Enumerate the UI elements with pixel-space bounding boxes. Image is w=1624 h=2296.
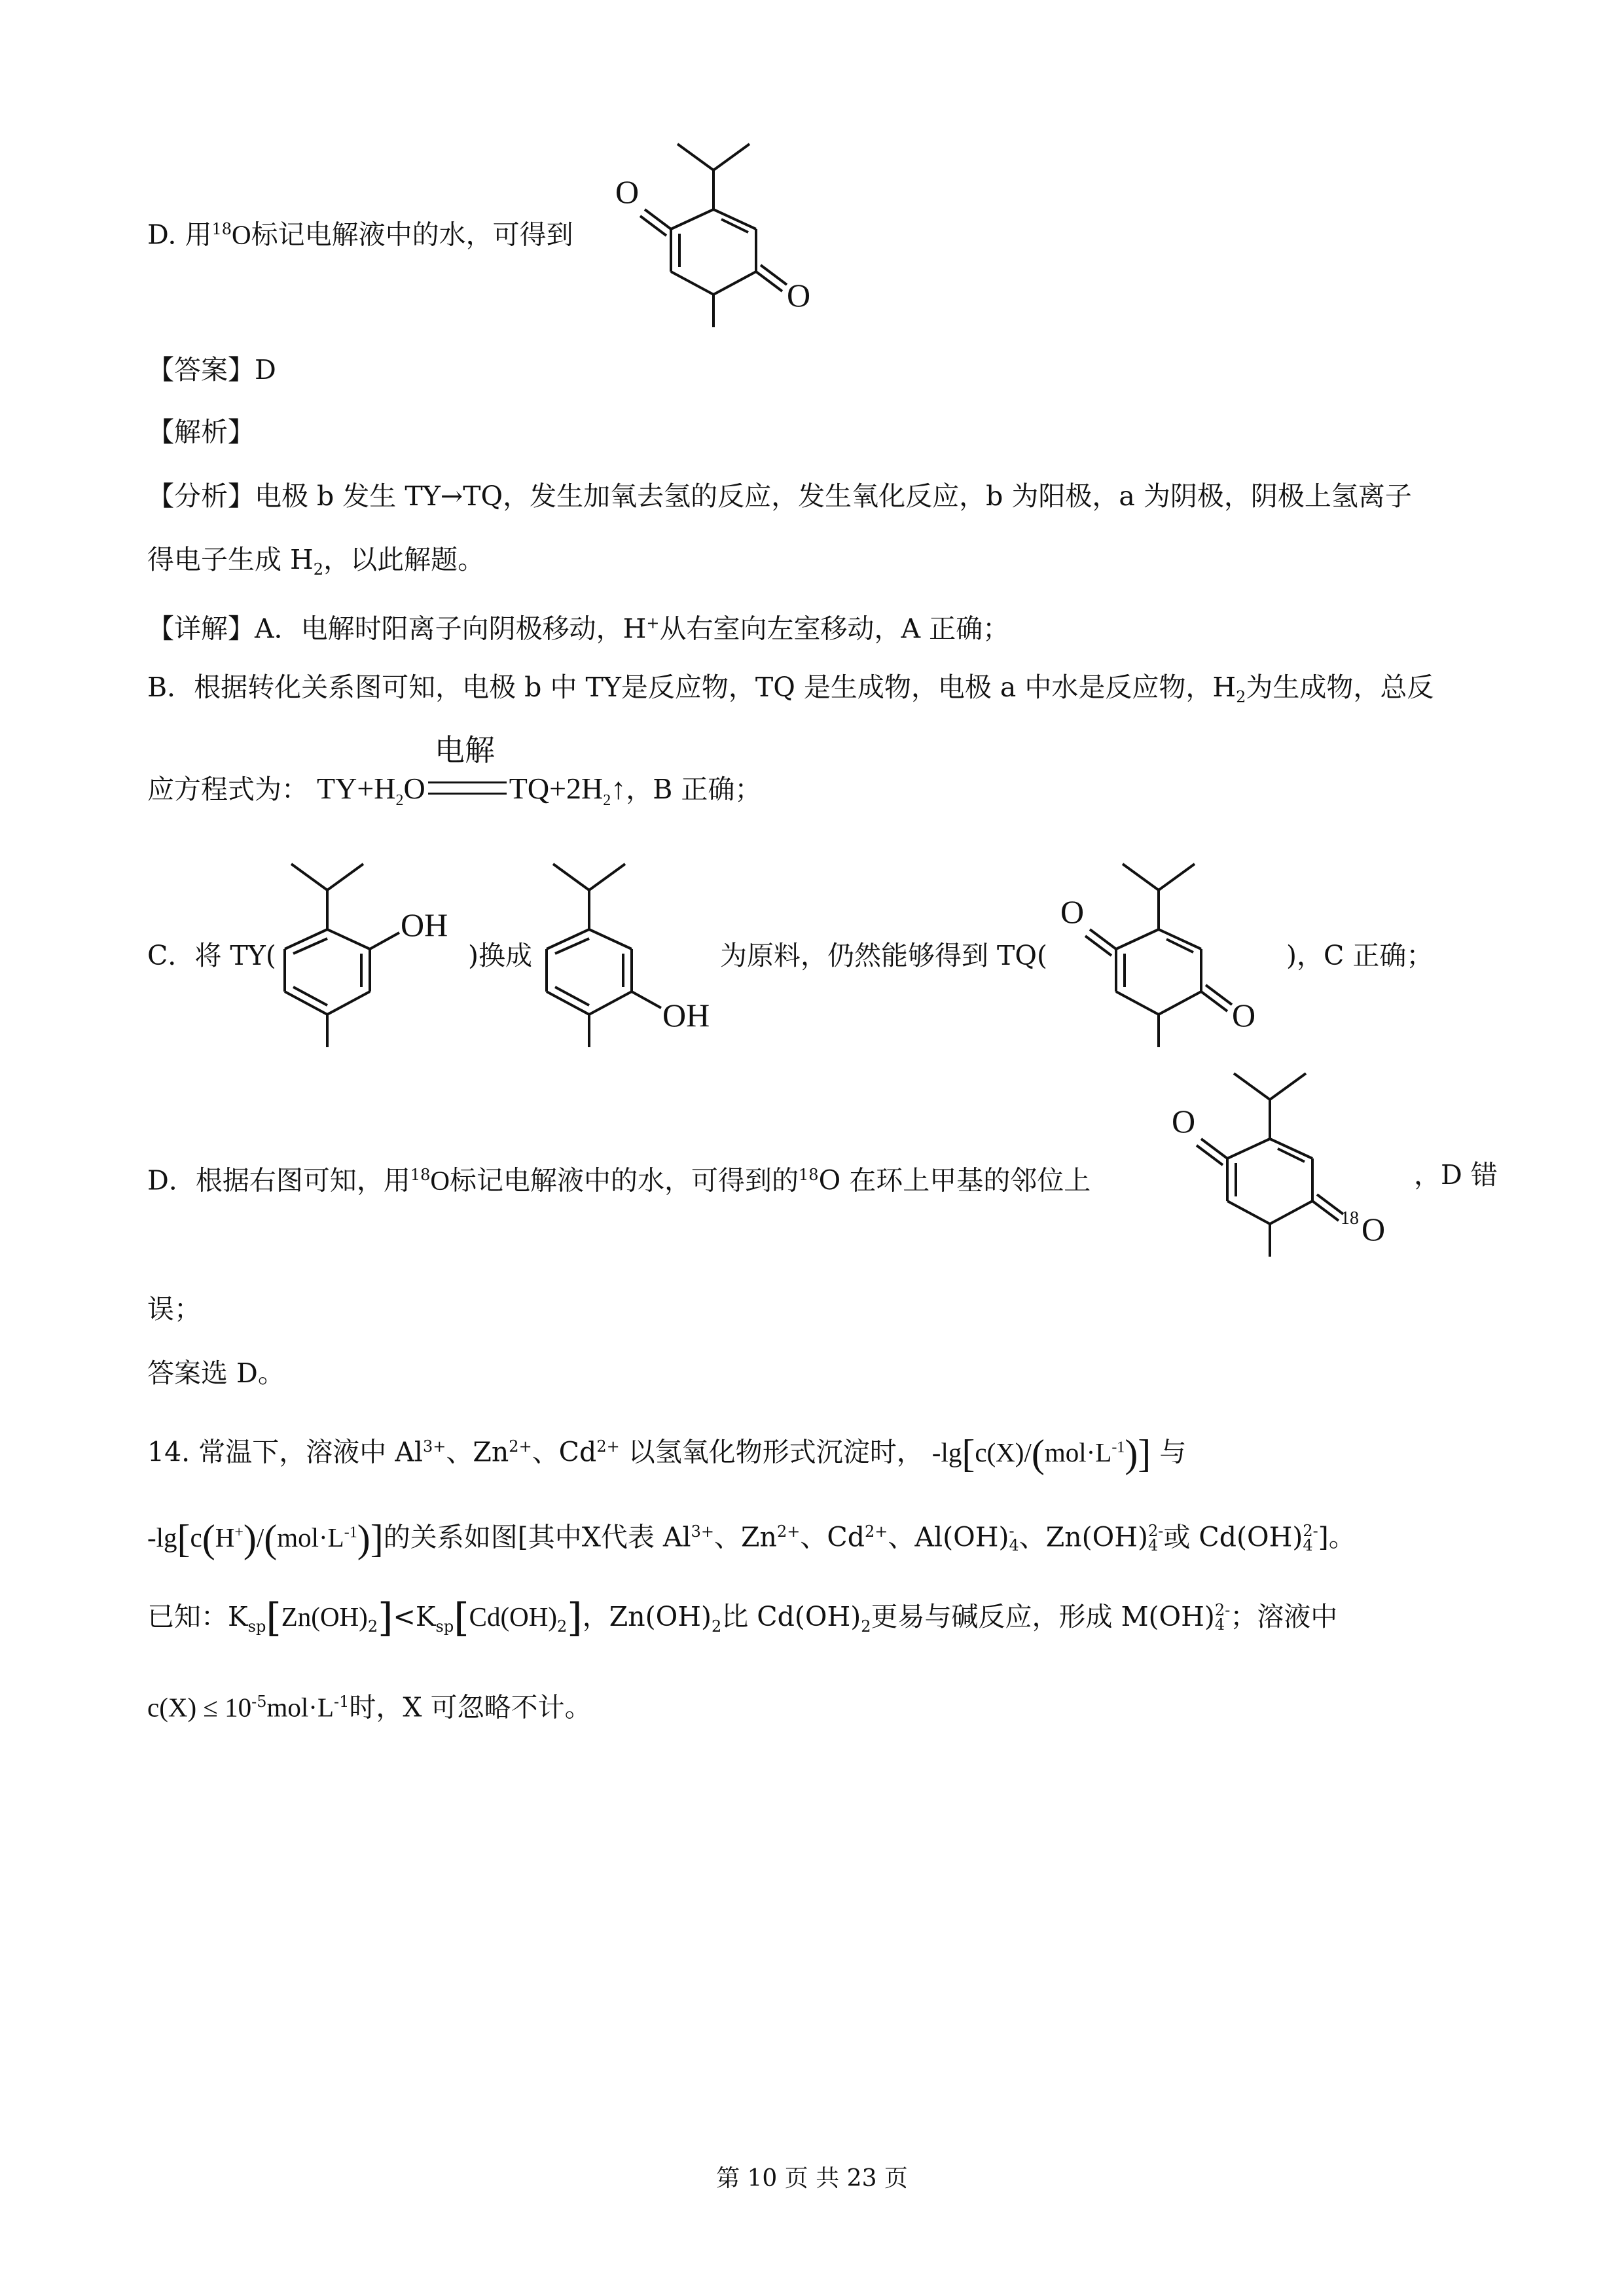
conclusion-line <box>147 1354 285 1393</box>
ty-structure <box>275 851 478 1047</box>
q14-text: 、Cd <box>800 1521 865 1553</box>
detail-d-text: 误； <box>147 1293 201 1325</box>
q14-expression-1: $-\lg[c(X)/(mol\cdot L^{-1})]$ <box>931 1431 1151 1475</box>
detail-c-line-3 <box>720 936 1047 975</box>
divider: / <box>256 1522 264 1552</box>
subscript: 2 <box>395 792 404 810</box>
charge-superscript: 3+ <box>691 1522 715 1541</box>
tq-quinone-svg <box>615 131 851 327</box>
oxygen-symbol: O <box>232 219 251 250</box>
subscript: 4 <box>1214 1615 1225 1634</box>
supsub <box>1303 1521 1318 1554</box>
subscript: sp <box>247 1617 266 1636</box>
subscript: 4 <box>1009 1535 1019 1554</box>
q14-text: 14. 常温下，溶液中 Al <box>147 1436 423 1468</box>
subscript: 4 <box>1148 1535 1159 1554</box>
charge-superscript: 2+ <box>509 1437 532 1456</box>
detail-a-text: 从右室向左室移动，A 正确； <box>659 613 1010 645</box>
detail-c-text: C．将 TY( <box>147 940 276 971</box>
detail-b-text: 应方程式为： <box>147 774 308 805</box>
subscript: 2 <box>367 1617 378 1636</box>
supsub <box>1009 1521 1019 1554</box>
concentration: c <box>190 1522 202 1552</box>
formula: Cd(OH) <box>469 1602 557 1632</box>
charge-superscript: - <box>1009 1521 1015 1540</box>
analysis-heading <box>147 412 255 452</box>
equation-reactant: TY+H <box>317 772 396 805</box>
fenxi-text: ，以此解题。 <box>323 544 485 575</box>
exponent: -1 <box>1111 1439 1125 1456</box>
q14-expression-2: $-\lg[c(H^+)/(mol\cdot L^{-1})]$ <box>147 1516 384 1560</box>
detail-b-line-2 <box>147 734 762 820</box>
option-d-line <box>147 209 573 255</box>
exponent: -1 <box>344 1524 357 1541</box>
q14-text: ；溶液中 <box>1230 1601 1338 1632</box>
option-d-label: D. 用 <box>147 219 212 251</box>
minus-log: -lg <box>147 1522 177 1552</box>
detail-d-text: O 在环上甲基的邻位上 <box>818 1164 1091 1196</box>
equation-reactant: O <box>403 772 425 805</box>
detail-d-text: ，D 错 <box>1414 1159 1498 1191</box>
oxygen-symbol: O <box>430 1165 450 1196</box>
subscript: 2 <box>603 792 611 810</box>
detail-b-text: ，B 正确； <box>626 774 762 805</box>
answer-line <box>147 350 276 389</box>
tq-18o-svg <box>1172 1060 1420 1257</box>
inequality: c(X) ≤ 10 <box>147 1692 252 1723</box>
detail-b-line-1 <box>147 668 1434 717</box>
answer-label: 【答案】D <box>147 354 276 386</box>
q14-text: 或 Cd(OH) <box>1163 1521 1303 1553</box>
detail-a-line <box>147 603 1009 649</box>
carvacrol-svg <box>537 851 733 1047</box>
charge-superscript: 2- <box>1148 1521 1164 1540</box>
o-atom-label: O <box>615 173 640 210</box>
q14-text: 、Zn <box>446 1436 509 1468</box>
detail-b-text: B．根据转化关系图可知，电极 b 中 TY是反应物，TQ 是生成物，电极 a 中水是反应物，H <box>147 672 1236 703</box>
charge-superscript: + <box>646 614 660 632</box>
o18-atom-label: O <box>1362 1211 1386 1247</box>
electrolysis-equation <box>317 734 626 820</box>
subscript: 2 <box>861 1617 871 1636</box>
q14-text: 的关系如图[其中X代表 Al <box>383 1521 691 1553</box>
detail-c-text: )，C 正确； <box>1286 940 1434 971</box>
q14-text: 比 Cd(OH) <box>721 1601 861 1632</box>
q14-line-4 <box>147 1682 592 1727</box>
tq-18o-structure <box>1172 1060 1420 1257</box>
detail-c-text: )换成 <box>468 940 532 971</box>
subscript: 2 <box>711 1617 722 1636</box>
o-atom-label: O <box>1060 893 1085 930</box>
isotope-superscript: 18 <box>799 1166 819 1184</box>
q14-text: 、Al(OH) <box>888 1521 1009 1553</box>
carvacrol-structure <box>537 851 733 1047</box>
oh-group-label: OH <box>662 997 710 1033</box>
q14-line-3: 已知：$K_{sp}[Zn(OH)_2]<K_{sp}[Cd(OH)_2]$，$Zn(OH)_2$比 $Cd(OH)_2$更易与碱反应，形成 M(OH) 2- 4 ；溶液中 <box>147 1595 1338 1641</box>
equation-product: TQ+2H <box>509 772 604 805</box>
page-footer <box>0 2160 1624 2193</box>
detail-b-text: 为生成物，总反 <box>1246 672 1434 703</box>
detail-d-text: D．根据右图可知，用 <box>147 1164 410 1196</box>
tq-quinone-svg <box>1060 851 1296 1047</box>
hydrogen-ion: H <box>215 1522 235 1552</box>
equation-double-bar <box>428 781 507 795</box>
q14-line-1 <box>147 1427 1186 1473</box>
fenxi-line-2 <box>147 540 484 589</box>
isotope-superscript: 18 <box>211 220 232 238</box>
gas-up-arrow: ↑ <box>611 772 626 805</box>
charge-superscript: 2- <box>1214 1601 1231 1619</box>
charge-superscript: 2+ <box>596 1437 620 1456</box>
fenxi-line-1 <box>147 476 1412 516</box>
detail-d-line <box>147 1155 1091 1200</box>
unit: mol·L <box>1044 1437 1112 1467</box>
o-atom-label: O <box>1232 997 1256 1033</box>
ty-thymol-svg <box>275 851 478 1047</box>
conclusion-text: 答案选 D。 <box>147 1357 285 1389</box>
fenxi-text: 得电子生成 H <box>147 544 314 575</box>
charge-superscript: 2+ <box>864 1522 888 1541</box>
detail-c-line-4 <box>1286 936 1433 975</box>
charge-superscript: 2+ <box>776 1522 801 1541</box>
concentration-x: c(X)/ <box>975 1437 1032 1467</box>
detail-c-text: 为原料，仍然能够得到 TQ( <box>720 940 1047 971</box>
detail-d-end <box>1414 1155 1498 1194</box>
supsub <box>1148 1521 1164 1554</box>
q14-text: 、Zn <box>714 1521 777 1553</box>
subscript: 2 <box>1236 688 1246 707</box>
o-atom-label: O <box>787 277 811 314</box>
isotope-superscript: 18 <box>410 1166 431 1184</box>
equation-condition: 电解 <box>435 734 496 767</box>
option-d-text: 标记电解液中的水，可得到 <box>251 219 573 251</box>
subscript: 4 <box>1303 1535 1313 1554</box>
oh-group-label: OH <box>401 906 448 943</box>
o18-superscript: 18 <box>1341 1208 1359 1229</box>
q14-text: <K <box>393 1601 436 1632</box>
q14-line-2 <box>147 1512 1356 1558</box>
q14-text: 、Cd <box>532 1436 597 1468</box>
o-atom-label: O <box>1172 1103 1196 1139</box>
charge-superscript: 2- <box>1303 1521 1318 1540</box>
detail-d-text: 标记电解液中的水，可得到的 <box>450 1164 799 1196</box>
q14-text: 与 <box>1159 1436 1187 1468</box>
exponent: -5 <box>251 1693 267 1711</box>
subscript: 2 <box>557 1617 568 1636</box>
supsub <box>1215 1603 1230 1632</box>
detail-a-text: 【详解】A．电解时阳离子向阴极移动，H <box>147 613 647 645</box>
tq-structure-top <box>615 131 851 327</box>
detail-c-line <box>147 936 276 975</box>
q14-text: ，Zn(OH) <box>582 1601 712 1632</box>
unit: mol·L <box>277 1522 344 1552</box>
detail-d-wrap <box>147 1289 201 1329</box>
detail-c-line-2 <box>468 936 532 975</box>
subscript: sp <box>435 1617 454 1636</box>
q14-text: ]。 <box>1318 1521 1356 1553</box>
q14-text: 更易与碱反应，形成 M(OH) <box>871 1601 1215 1632</box>
formula: Zn(OH) <box>281 1602 368 1632</box>
charge-superscript: 3+ <box>423 1437 446 1456</box>
q14-text: 已知：K <box>147 1601 248 1632</box>
q14-text: 时，X 可忽略不计。 <box>349 1691 592 1723</box>
q14-text: 以氢氧化物形式沉淀时， <box>628 1436 924 1468</box>
charge-superscript: + <box>234 1524 244 1541</box>
fenxi-text: 【分析】电极 b 发生 TY→TQ，发生加氧去氢的反应，发生氧化反应，b 为阳极，a 为阴极，阴极上氢离子 <box>147 480 1412 512</box>
tq-structure-c <box>1060 851 1296 1047</box>
analysis-label: 【解析】 <box>147 416 255 448</box>
q14-text: 、Zn(OH) <box>1019 1521 1148 1553</box>
subscript: 2 <box>313 560 324 579</box>
minus-log: -lg <box>931 1437 962 1467</box>
page-number: 第 10 页 共 23 页 <box>716 2165 908 2192</box>
exponent: -1 <box>334 1693 350 1711</box>
unit: mol·L <box>266 1692 334 1723</box>
